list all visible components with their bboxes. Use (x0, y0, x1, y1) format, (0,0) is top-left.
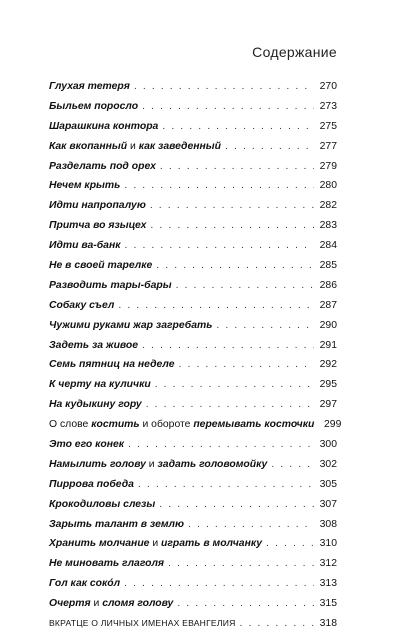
toc-title-text: О слове (49, 419, 92, 431)
toc-page-number: 277 (319, 140, 337, 152)
toc-title-text: и обороте (139, 419, 194, 431)
toc-entry (49, 276, 337, 296)
toc-entry-title (49, 415, 314, 435)
toc-page-number: 282 (319, 200, 337, 212)
toc-entry (49, 554, 337, 574)
toc-page-number: 283 (319, 220, 337, 232)
toc-page-number: 308 (319, 518, 337, 530)
toc-entry-title (49, 475, 134, 495)
toc-entry (49, 157, 337, 177)
dot-leader (124, 574, 314, 594)
toc-page-number: 275 (319, 120, 337, 132)
toc-entry (49, 216, 337, 236)
toc-page-number: 297 (319, 399, 337, 411)
toc-entry-title (49, 554, 164, 574)
toc-entry-title (49, 117, 158, 137)
toc-page-number: 295 (319, 379, 337, 391)
toc-page-number: 286 (319, 279, 337, 291)
toc-title-emphasis: На кудыкину гору (49, 399, 142, 411)
toc-entry-title (49, 594, 173, 614)
toc-page-number: 305 (319, 478, 337, 490)
toc-entry (49, 614, 337, 634)
toc-entry (49, 395, 337, 415)
dot-leader (216, 316, 314, 336)
toc-page-number: 313 (319, 578, 337, 590)
toc-title-text: и (145, 458, 158, 470)
toc-title-emphasis: Хранить молчание (49, 538, 150, 550)
toc-entry (49, 574, 337, 594)
toc-title-emphasis: Разводить тары-бары (49, 279, 172, 291)
dot-leader (125, 236, 314, 256)
toc-page-number: 290 (319, 319, 337, 331)
dot-leader (168, 554, 314, 574)
toc-title-text: и (90, 598, 103, 610)
toc-entry (49, 336, 337, 356)
toc-entry (49, 77, 337, 97)
dot-leader (177, 594, 314, 614)
toc-title-emphasis: Идти напропалую (49, 200, 146, 212)
toc-entry (49, 256, 337, 276)
toc-page-number: 279 (319, 160, 337, 172)
toc-title-emphasis: Не в своей тарелке (49, 260, 153, 272)
toc-entry-title (49, 216, 146, 236)
toc-page-number: 270 (319, 81, 337, 92)
dot-leader (160, 157, 314, 177)
toc-entry-title (49, 534, 262, 554)
toc-entry-title (49, 176, 120, 196)
toc-entry (49, 415, 342, 435)
page-header-title: Содержание (252, 44, 337, 60)
toc-title-emphasis: Как вкопанный (49, 140, 128, 152)
toc-entry (49, 534, 337, 554)
toc-entry-title (49, 137, 221, 157)
dot-leader (176, 276, 314, 296)
dot-leader (146, 395, 314, 415)
toc-entry (49, 455, 337, 475)
toc-entry (49, 594, 337, 614)
toc-entry-title (49, 157, 156, 177)
dot-leader (225, 137, 314, 157)
toc-entry-title (49, 435, 124, 455)
toc-title-emphasis: Притча во языцех (49, 220, 147, 232)
toc-title-emphasis: Шарашкина контора (49, 120, 159, 132)
dot-leader (150, 196, 314, 216)
toc-entry-title (49, 375, 151, 395)
toc-entry-title (49, 236, 121, 256)
toc-entry-title (49, 614, 235, 634)
toc-title-emphasis: К черту на кулички (49, 379, 151, 391)
toc-entry (49, 495, 337, 515)
dot-leader (134, 77, 314, 97)
toc-title-emphasis: Задеть за живое (49, 339, 139, 351)
toc-entry-title (49, 355, 175, 375)
toc-entry-title (49, 196, 146, 216)
toc-entry (49, 475, 337, 495)
toc-entry-title (49, 97, 138, 117)
dot-leader (188, 515, 314, 535)
toc-title-emphasis: Чужими руками жар загребать (49, 319, 213, 331)
toc-title-emphasis: Крокодиловы слезы (49, 498, 156, 510)
toc-page-number: 273 (319, 100, 337, 112)
dot-leader (159, 495, 314, 515)
toc-title-emphasis: Семь пятниц на неделе (49, 359, 175, 371)
toc-page-number: 291 (319, 339, 337, 351)
dot-leader (128, 435, 314, 455)
toc-page-number: 312 (319, 558, 337, 570)
toc-entry (49, 515, 337, 535)
toc-entry (49, 117, 337, 137)
toc-entry-title (49, 395, 142, 415)
toc-entry-title (49, 256, 152, 276)
toc-entry (49, 435, 337, 455)
toc-entry (49, 196, 337, 216)
toc-page-number: 280 (319, 180, 337, 192)
toc-entry (49, 176, 337, 196)
dot-leader (179, 355, 314, 375)
dot-leader (150, 216, 314, 236)
toc-title-emphasis: Нечем крыть (49, 180, 121, 192)
toc-entry-title (49, 495, 155, 515)
toc-title-emphasis: Не миновать глаголя (49, 558, 165, 570)
dot-leader (142, 336, 314, 356)
table-of-contents (49, 77, 342, 634)
toc-entry-title (49, 574, 120, 594)
toc-entry-title (49, 316, 212, 336)
toc-title-emphasis: Пиррова победа (49, 478, 134, 490)
toc-entry (49, 296, 337, 316)
dot-leader (138, 475, 314, 495)
dot-leader (124, 176, 314, 196)
toc-page-number: 300 (319, 439, 337, 451)
toc-entry (49, 137, 337, 157)
toc-page-number: 310 (319, 538, 337, 550)
toc-title-emphasis: Это его конек (49, 439, 125, 451)
toc-title-emphasis: Зарыть талант в землю (49, 518, 185, 530)
toc-title-emphasis: перемывать косточки (193, 419, 315, 431)
toc-title-emphasis: играть в молчанку (161, 538, 263, 550)
dot-leader (271, 455, 314, 475)
toc-title-text: ВКРАТЦЕ О ЛИЧНЫХ ИМЕНАХ ЕВАНГЕЛИЯ (49, 618, 236, 629)
toc-entry (49, 355, 337, 375)
toc-entry-title (49, 296, 114, 316)
toc-title-emphasis: Глухая тетеря (49, 81, 130, 92)
toc-title-emphasis: Гол как сокóл (49, 578, 121, 590)
toc-title-text: и (149, 538, 162, 550)
toc-entry-title (49, 336, 138, 356)
toc-title-emphasis: Собаку съел (49, 299, 115, 311)
toc-title-emphasis: Быльем поросло (49, 100, 139, 112)
toc-entry (49, 375, 337, 395)
toc-entry-title (49, 515, 184, 535)
toc-title-emphasis: костить (91, 419, 140, 431)
toc-page-number: 284 (319, 240, 337, 252)
toc-entry (49, 97, 337, 117)
toc-page-number: 302 (319, 458, 337, 470)
toc-page-number: 318 (319, 618, 337, 630)
toc-page-number: 292 (319, 359, 337, 371)
toc-title-emphasis: сломя голову (102, 598, 174, 610)
toc-entry (49, 316, 337, 336)
toc-title-emphasis: Разделать под орех (49, 160, 156, 172)
toc-title-emphasis: Идти ва-банк (49, 240, 121, 252)
toc-entry-title (49, 455, 267, 475)
toc-page-number: 285 (319, 260, 337, 272)
toc-title-emphasis: задать головомойку (157, 458, 268, 470)
toc-title-text: и (127, 140, 139, 152)
toc-page-number: 299 (324, 419, 342, 431)
toc-entry-title (49, 276, 172, 296)
dot-leader (162, 117, 314, 137)
dot-leader (142, 97, 314, 117)
dot-leader (118, 296, 314, 316)
dot-leader (156, 256, 314, 276)
toc-entry (49, 236, 337, 256)
toc-title-emphasis: Очертя (49, 598, 91, 610)
toc-page-number: 287 (319, 299, 337, 311)
toc-page-number: 307 (319, 498, 337, 510)
toc-title-emphasis: как заведенный (138, 140, 221, 152)
toc-page-number: 315 (319, 598, 337, 610)
dot-leader (155, 375, 314, 395)
dot-leader (266, 534, 314, 554)
toc-entry-title (49, 77, 130, 97)
toc-title-emphasis: Намылить голову (49, 458, 146, 470)
dot-leader (239, 614, 314, 634)
